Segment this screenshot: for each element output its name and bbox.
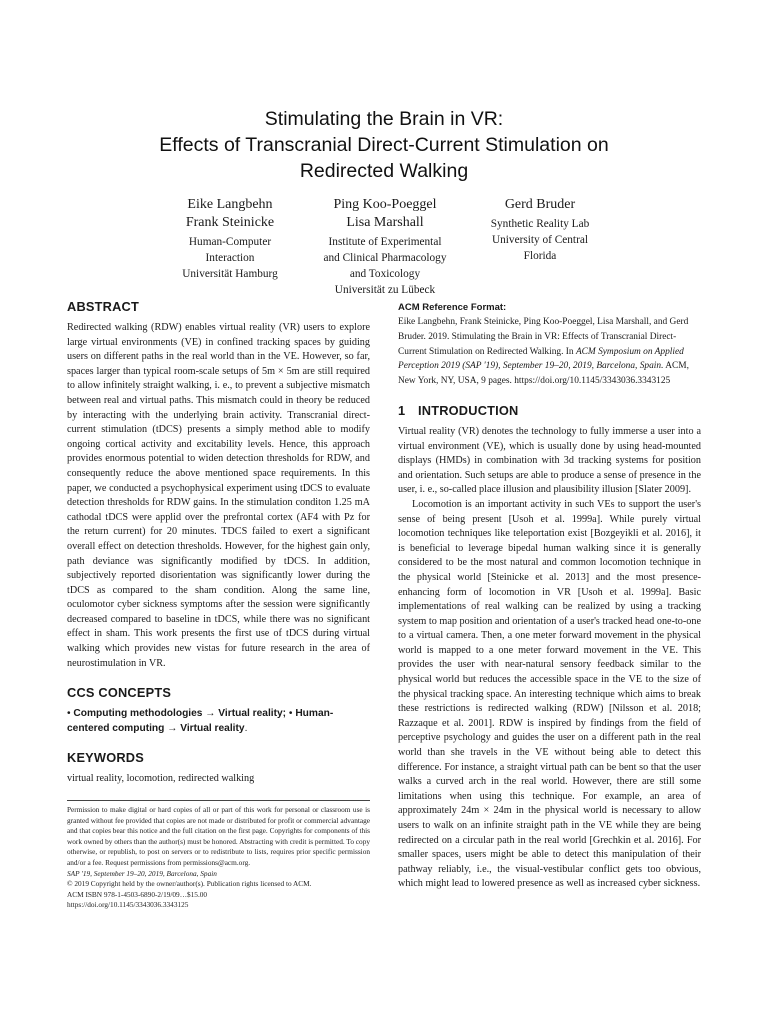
author-name: Eike Langbehn	[187, 197, 273, 212]
ccs-end: .	[244, 722, 248, 734]
keywords-heading: KEYWORDS	[67, 750, 144, 766]
bullet: •	[288, 708, 293, 720]
author-group-luebeck	[300, 196, 470, 298]
section-title: INTRODUCTION	[418, 402, 519, 418]
author-affiliation	[165, 234, 295, 282]
intro-paragraph: Locomotion is an important activity in such VEs to support the user's sense of being present [Usoh et al. 1999a]. While purely virtual locomotion techniques like teleportation exist [Bozgeyikli et al. 2016], it is beneficial to leverage bipedal human walking since it is generally considered to be the most natural and common locomotion technique in the physical world [Steinicke et al. 2013] and the most presence-enhancing form of locomotion in VR [Usoh et al. 1999a]. Basic implementations of real walking can be realized by using a tracking system to map position and orientation of a user's tracked head one-to-one to a virtual camera. Then, a one meter forward movement in the physical world is mapped to a one meter forward movement in the VE. This provides the user with near-natural sensory feedback similar to the physical world but reduces the accessible space in the VE to the size of the physical tracking space. An interesting technique which aims to break these restrictions is redirected walking (RDW) [Nilsson et al. 2018; Razzaque et al. 2001]. RDW is inspired by findings from the field of perceptive psychology and guides the user on a different path in the real world than she travels in the VE without being able to detect this difference. For instance, a straight virtual path can be bent so that the user walks a curved arch in the real world. However, there are still some limitations when using this technique. For example, an area of approximately 24m × 24m in the physical world is necessary to allow users to walk on an infinite straight path in the VE while they are being redirected on a circular path in the real world [Grechkin et al. 2016]. For smaller spaces, users might be able to detect this manipulation of their pathway reliably, i.e., the visual-vestibular conflict gets too obvious, which might lead to lowered presence as well as increased cyber sickness.	[398, 498, 701, 890]
isbn-line: ACM ISBN 978-1-4503-6890-2/19/09…$15.00	[67, 889, 208, 899]
ccs-heading: CCS CONCEPTS	[67, 685, 172, 701]
affiliation-line: Human-Computer	[188, 236, 272, 248]
bullet: •	[67, 708, 71, 720]
ccs-concepts	[67, 707, 370, 736]
title-line: Redirected Walking	[299, 160, 469, 182]
permission-text: Permission to make digital or hard copies of all or part of this work for personal or classroom use is granted without fee provided that copies are not made or distributed for profit or commercial advantage and that copies bear this notice and the full citation on the first page. Copyrights for components of this work owned by others than the author(s) must be honored. Abstracting with credit is permitted. To copy otherwise, or republish, to post on servers or to redistribute to lists, requires prior specific permission and/or a fee. Request permissions from permissions@acm.org.	[67, 805, 370, 867]
affiliation-line: and Toxicology	[349, 268, 421, 280]
affiliation-line: University of Central	[491, 234, 588, 246]
acm-reference-text	[398, 315, 701, 389]
author-name: Frank Steinicke	[185, 215, 275, 230]
acm-ref-venue: ACM Symposium on Applied Perception 2019 (SAP '19), September 19–20, 2019, Barcelona, Spain.	[398, 346, 684, 372]
left-column	[67, 299, 370, 787]
affiliation-line: Synthetic Reality Lab	[490, 218, 590, 230]
paper-title	[60, 106, 708, 184]
title-line: Effects of Transcranial Direct-Current Stimulation on	[159, 134, 609, 156]
ccs-item: Human-centered computing → Virtual reality	[67, 708, 334, 734]
author-affiliation	[300, 234, 470, 298]
author-name: Gerd Bruder	[504, 197, 576, 212]
ccs-item: Computing methodologies → Virtual reality;	[73, 708, 287, 720]
right-column	[398, 301, 701, 892]
abstract-text: Redirected walking (RDW) enables virtual reality (VR) users to explore large virtual environments (VE) in confined tracking spaces by guiding users on different paths in the real world than in the VE. However, so far, spaces larger than typical room-scale setups of 5m × 5m are still required to allow infinitely straight walking, i. e., to prevent a subjective mismatch between real and virtual paths. This mismatch could in theory be reduced by interacting with the underlying brain activity. Transcranial direct-current stimulation (tDCS) presents a simply method able to modify ongoing cortical activity and excitability levels. Hence, this approach provides enormous potential to widen detection thresholds for RDW, and consequently reduce the above mentioned space requirements. In this paper, we conducted a psychophysical experiment using tDCS to evaluate detection thresholds for RDW gains. In the stimulation conditon 1.25 mA cathodal tDCS were applid over the prefrontal cortex (AF4 with Pz for the return current) for 20 minutes. TDCS failed to exert a significant overall effect on detection thresholds. However, for the highest gain only, path deviance was significantly modified by tDCS. In addition, subjectively reported disorientation was significantly lower during the tDCS as compared to the sham condition. Along the same line, oculomotor cyber sickness symptoms after the session were significantly decreased compared to baseline in tDCS, while there was no significant effect in sham. This work presents the first use of tDCS during virtual walking which provides new vistas for future research in the area of neurostimulation in VR.	[67, 322, 370, 669]
affiliation-line: Interaction	[205, 252, 255, 264]
author-name: Lisa Marshall	[346, 215, 424, 230]
acm-ref-part: ACM, New York, NY, USA, 9 pages. https://doi.org/10.1145/3343036.3343125	[398, 361, 689, 387]
title-line: Stimulating the Brain in VR:	[264, 108, 504, 130]
author-name: Ping Koo-Poeggel	[333, 197, 437, 212]
venue-line: SAP '19, September 19–20, 2019, Barcelona, Spain	[67, 868, 217, 878]
author-group-ucf	[470, 196, 610, 264]
affiliation-line: and Clinical Pharmacology	[323, 252, 447, 264]
abstract-heading: ABSTRACT	[67, 299, 139, 314]
permission-block	[67, 800, 370, 911]
author-group-hamburg	[165, 196, 295, 282]
acm-reference-heading: ACM Reference Format:	[398, 302, 507, 313]
affiliation-line: Institute of Experimental	[328, 236, 442, 248]
introduction-heading	[398, 403, 701, 419]
doi-link[interactable]: https://doi.org/10.1145/3343036.3343125	[67, 900, 189, 910]
acm-ref-part: Eike Langbehn, Frank Steinicke, Ping Koo-Poeggel, Lisa Marshall, and Gerd Bruder. 2019. Stimulating the Brain in VR: Effects of Transcranial Direct-Current Stimulation on Redirected Walking. In	[398, 317, 689, 357]
affiliation-line: Florida	[523, 250, 557, 262]
author-affiliation	[470, 216, 610, 264]
intro-paragraph: Virtual reality (VR) denotes the technology to fully immerse a user into a virtual environment (VE), which is usually done by using head-mounted displays (HMDs) in combination with 3d tracking systems for position and orientation. Such setups are able to produce a sense of presence in the user, i. e., so-called place illusion and plausibility illusion [Slater 2009].	[398, 425, 701, 496]
affiliation-line: Universität zu Lübeck	[334, 284, 436, 296]
section-number: 1	[398, 402, 406, 418]
affiliation-line: Universität Hamburg	[182, 268, 278, 280]
copyright-line: © 2019 Copyright held by the owner/author(s). Publication rights licensed to ACM.	[67, 879, 312, 889]
keywords-text: virtual reality, locomotion, redirected walking	[67, 773, 255, 785]
